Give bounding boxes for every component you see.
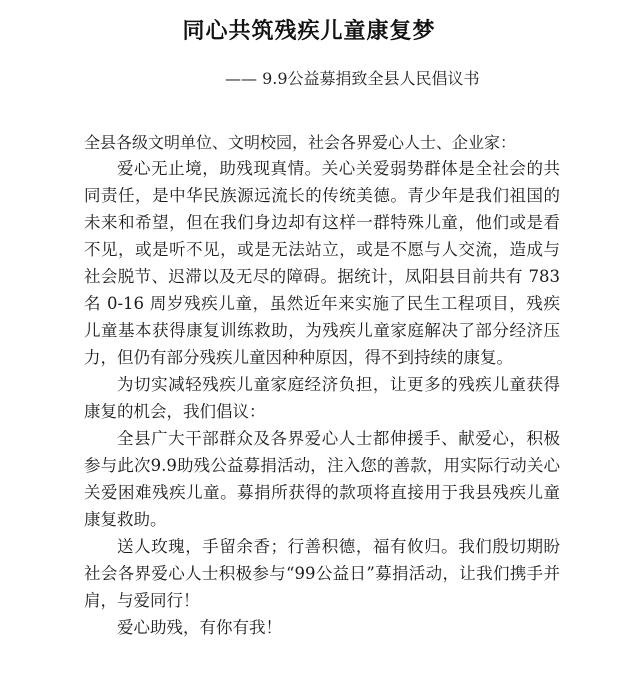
salutation: 全县各级文明单位、文明校园，社会各界爱心人士、企业家： xyxy=(84,133,517,152)
document-subtitle: —— 9.9公益募捐致全县人民倡议书 xyxy=(225,69,480,88)
paragraph: 全县广大干部群众及各界爱心人士都伸援手、献爱心，积极参与此次9.9助残公益募捐活动，注入您的善款，用实际行动关心关爱困难残疾儿童。募捐所获得的款项将直接用于我县残疾儿童康复救助。 xyxy=(84,429,560,529)
document-title: 同心共筑残疾儿童康复梦 xyxy=(182,19,436,44)
paragraph: 爱心无止境，助残现真情。关心关爱弱势群体是全社会的共同责任，是中华民族源远流长的传统美德。青少年是我们祖国的未来和希望，但在我们身边却有这样一群特殊儿童，他们或是看不见，或是听不见，或是无法站立，或是不愿与人交流，造成与社会脱节、迟滞以及无尽的障碍。据统计，凤阳县目前共有 783 名 0-16 周岁残疾儿童，虽然近年来实施了民生工程项目，残疾儿童基本获得康复训练救助，为残疾儿童家庭解决了部分经济压力，但仍有部分残疾儿童因种种原因，得不到持续的康复。 xyxy=(84,159,560,367)
letter-body xyxy=(84,155,560,641)
paragraph: 爱心助残，有你有我！ xyxy=(117,618,282,637)
paragraph: 为切实减轻残疾儿童家庭经济负担，让更多的残疾儿童获得康复的机会，我们倡议： xyxy=(84,375,560,421)
paragraph: 送人玫瑰，手留余香；行善积德，福有攸归。我们殷切期盼社会各界爱心人士积极参与“99公益日”募捐活动，让我们携手并肩，与爱同行！ xyxy=(84,537,560,610)
